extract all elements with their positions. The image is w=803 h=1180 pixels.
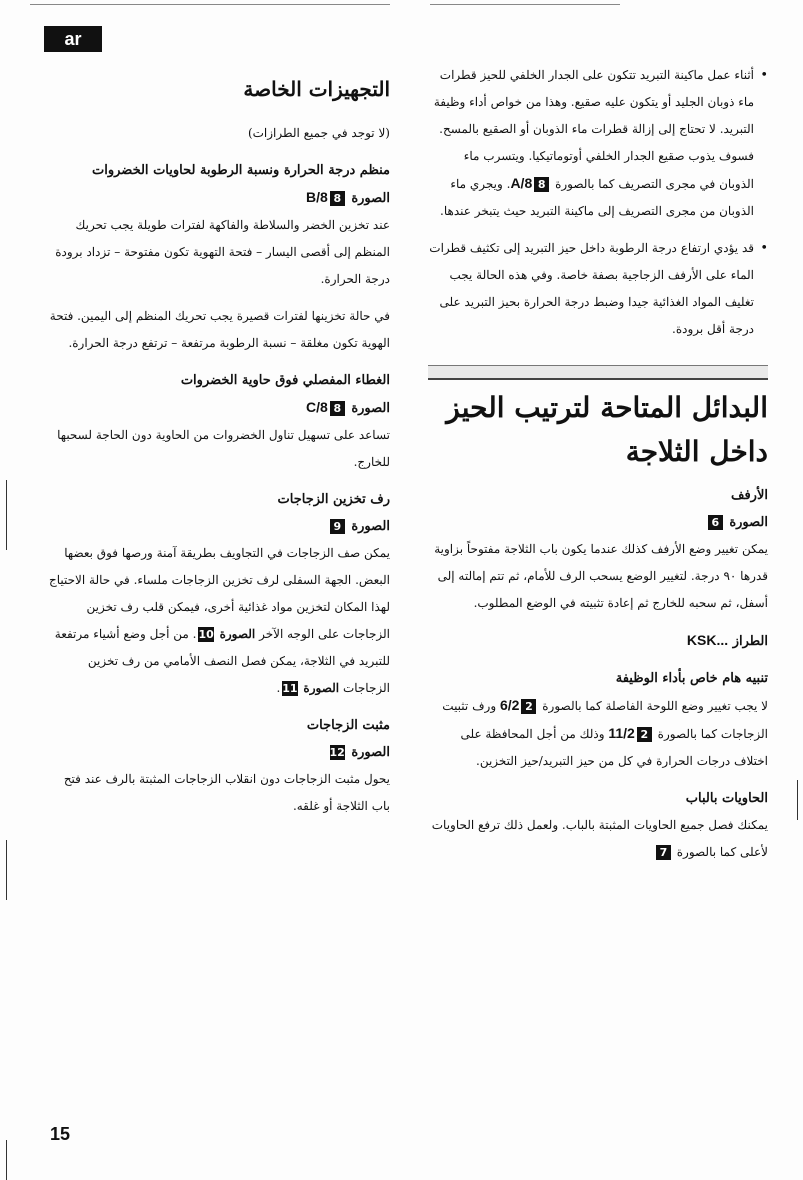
section-divider [428, 365, 768, 380]
cover-heading: الغطاء المفصلي فوق حاوية الخضروات [180, 373, 390, 388]
defrost-tail: ويجري ماء الذوبان من مجرى التصريف إلى ماكينة التبريد حيث يتبخر عندها. [440, 177, 754, 218]
bottle-holder-text: يحول مثبت الزجاجات دون انقلاب الزجاجات المثبتة بالرف عند فتح باب الثلاجة أو غلقه. [63, 772, 390, 813]
special-equipment-title: التجهيزات الخاصة [243, 77, 390, 101]
model-label: الطراز [732, 634, 768, 649]
figure-label: C/8 [306, 399, 328, 415]
figure-label: 11/2 [608, 725, 635, 741]
bottle-rack-text: يمكن صف الزجاجات في التجاويف بطريقة آمنة ورصها فوق بعضها البعض. الجهة السفلى لرف تخزين الزجاجات ملساء. في حالة الاحتياج لهذا المكان لتخزين مواد غذائية أخرى، فيمكن قلب رف تخزين الزجاجات على الوجه الآخر الصورة 10. من أجل وضع أشياء مرتفعة للتبريد في الثلاجة، يمكن فصل النصف الأمامي من رف تخزين الزجاجات الصورة 11. [48, 546, 390, 695]
bottle-rack-text-1: يمكن صف الزجاجات في التجاويف بطريقة آمنة ورصها فوق بعضها البعض. الجهة السفلى لرف تخزين الزجاجات ملساء. في حالة الاحتياج لهذا المكان لتخزين مواد غذائية أخرى، فيمكن قلب رف تخزين الزجاجات على الوجه الآخر [48, 546, 390, 641]
figure-badge: 2 [521, 699, 536, 714]
defrost-bullet: • أثناء عمل ماكينة التبريد تتكون على الجدار الخلفي للحيز قطرات ماء ذوبان الجليد أو يتكون عليه صقيع. وهذا من خواص أداء وظيفة التبريد. لا تحتاج إلى إزالة قطرات ماء الذوبان أو الصقيع بالمسح. فسوف يذوب صقيع الجدار الخلفي أوتوماتيكيا. ويتسرب ماء الذوبان في مجرى التصريف كما بالصورة 8A/8. ويجري ماء الذوبان من مجرى التصريف إلى ماكينة التبريد حيث يتبخر عندها. [428, 62, 768, 225]
cover-figure-ref [46, 394, 390, 422]
figure-prefix: الصورة [351, 519, 390, 534]
humidity-text-1: عند تخزين الخضر والسلاطة والفاكهة لفترات طويلة يجب تحريك المنظم إلى أقصى اليسار – فتحة التهوية تكون مفتوحة – تزداد برودة درجة الحرارة. [55, 218, 390, 286]
notice-text-a: لا يجب تغيير وضع اللوحة الفاصلة كما بالصورة [542, 699, 768, 713]
notice-heading: تنبيه هام خاص بأداء الوظيفة [615, 671, 768, 686]
figure-badge: 10 [198, 628, 214, 641]
humidity-figure-ref [46, 184, 390, 212]
figure-badge: 8 [534, 177, 549, 192]
scan-edge-line [30, 4, 390, 5]
notice-text-b: ورف تثبيت الزجاجات كما بالصورة [442, 699, 768, 741]
scan-edge-mark [6, 480, 7, 550]
figure-badge: 11 [282, 682, 298, 695]
scan-edge-mark [6, 840, 7, 900]
defrost-text: أثناء عمل ماكينة التبريد تتكون على الجدار الخلفي للحيز قطرات ماء ذوبان الجليد أو يتكون عليه صقيع. وهذا من خواص أداء وظيفة التبريد. لا تحتاج إلى إزالة قطرات ماء الذوبان أو الصقيع بالمسح. فسوف يذوب صقيع الجدار الخلفي أوتوماتيكيا. ويتسرب ماء الذوبان في مجرى التصريف كما بالصورة [433, 68, 754, 191]
section-title: البدائل المتاحة لترتيب الحيز داخل الثلاجة [446, 391, 768, 468]
figure-badge: 8 [330, 191, 345, 206]
condensation-text: قد يؤدي ارتفاع درجة الرطوبة داخل حيز التبريد إلى تكثيف قطرات الماء على الأرفف الزجاجية بصفة خاصة. وفي هذه الحالة يجب تغليف المواد الغذائية جيدا وضبط درجة الحرارة بحيز التبريد على درجة أقل برودة. [429, 241, 754, 336]
model-line [428, 627, 768, 655]
figure-badge: 12 [329, 746, 345, 759]
figure-prefix: الصورة [351, 401, 390, 416]
left-column [46, 62, 390, 820]
page-number: 15 [50, 1124, 71, 1144]
figure-badge: 7 [656, 845, 671, 860]
door-text: يمكنك فصل جميع الحاويات المثبتة بالباب. ولعمل ذلك ترفع الحاويات لأعلى كما بالصورة [431, 818, 768, 859]
figure-label: A/8 [510, 175, 533, 191]
condensation-bullet [428, 235, 768, 343]
shelves-text: يمكن تغيير وضع الأرفف كذلك عندما يكون باب الثلاجة مفتوحاً بزاوية قدرها ٩٠ درجة. لتغيير الوضع يسحب الرف للأمام، ثم تتم إمالته إلى أسفل، ثم سحبه للخارج ثم إعادة تثبيته في الوضع المطلوب. [434, 542, 768, 610]
bottle-rack-text-2: من أجل وضع أشياء مرتفعة للتبريد في الثلاجة، يمكن فصل النصف الأمامي من رف تخزين الزجاجات [54, 627, 390, 695]
figure-prefix: الصورة [219, 627, 256, 641]
figure-label: 6/2 [499, 697, 520, 713]
notice-text [428, 692, 768, 775]
bottle-holder-heading: مثبت الزجاجات [306, 718, 390, 733]
figure-prefix: الصورة [351, 745, 390, 760]
door-containers-text [428, 812, 768, 866]
figure-prefix: الصورة [303, 681, 340, 695]
scan-edge-line [430, 4, 620, 5]
figure-prefix: الصورة [351, 191, 390, 206]
language-badge: ar [44, 26, 102, 52]
cover-text: تساعد على تسهيل تناول الخضروات من الحاوية دون الحاجة لسحبها للخارج. [57, 428, 390, 469]
bottle-rack-heading: رف تخزين الزجاجات [277, 492, 390, 507]
right-column [428, 62, 768, 866]
figure-prefix: الصورة [729, 515, 768, 530]
model-value: KSK... [686, 632, 729, 648]
special-equipment-subtitle: (لا توجد في جميع الطرازات) [247, 126, 390, 140]
scan-edge-mark [797, 780, 798, 820]
door-containers-heading: الحاويات بالباب [685, 791, 768, 806]
bottle-rack-figure-ref [46, 513, 390, 540]
figure-badge: 8 [330, 401, 345, 416]
figure-badge: 9 [330, 519, 345, 534]
scan-edge-mark [6, 1140, 7, 1180]
humidity-text-2: في حالة تخزينها لفترات قصيرة يجب تحريك المنظم إلى اليمين. فتحة الهوية تكون مغلقة – نسبة الرطوبة مرتفعة – ترتفع درجة الحرارة. [49, 309, 390, 350]
humidity-regulator-heading: منظم درجة الحرارة ونسبة الرطوبة لحاويات الخضروات [92, 163, 390, 178]
figure-badge: 6 [708, 515, 723, 530]
figure-badge: 2 [637, 727, 652, 742]
bottle-holder-figure-ref [46, 739, 390, 766]
shelves-figure-ref [428, 509, 768, 536]
shelves-heading: الأرفف [731, 488, 768, 503]
figure-label: B/8 [306, 189, 328, 205]
notice-text-c: وذلك من أجل المحافظة على اختلاف درجات الحرارة في كل من حيز التبريد/حيز التخزين. [460, 727, 768, 768]
